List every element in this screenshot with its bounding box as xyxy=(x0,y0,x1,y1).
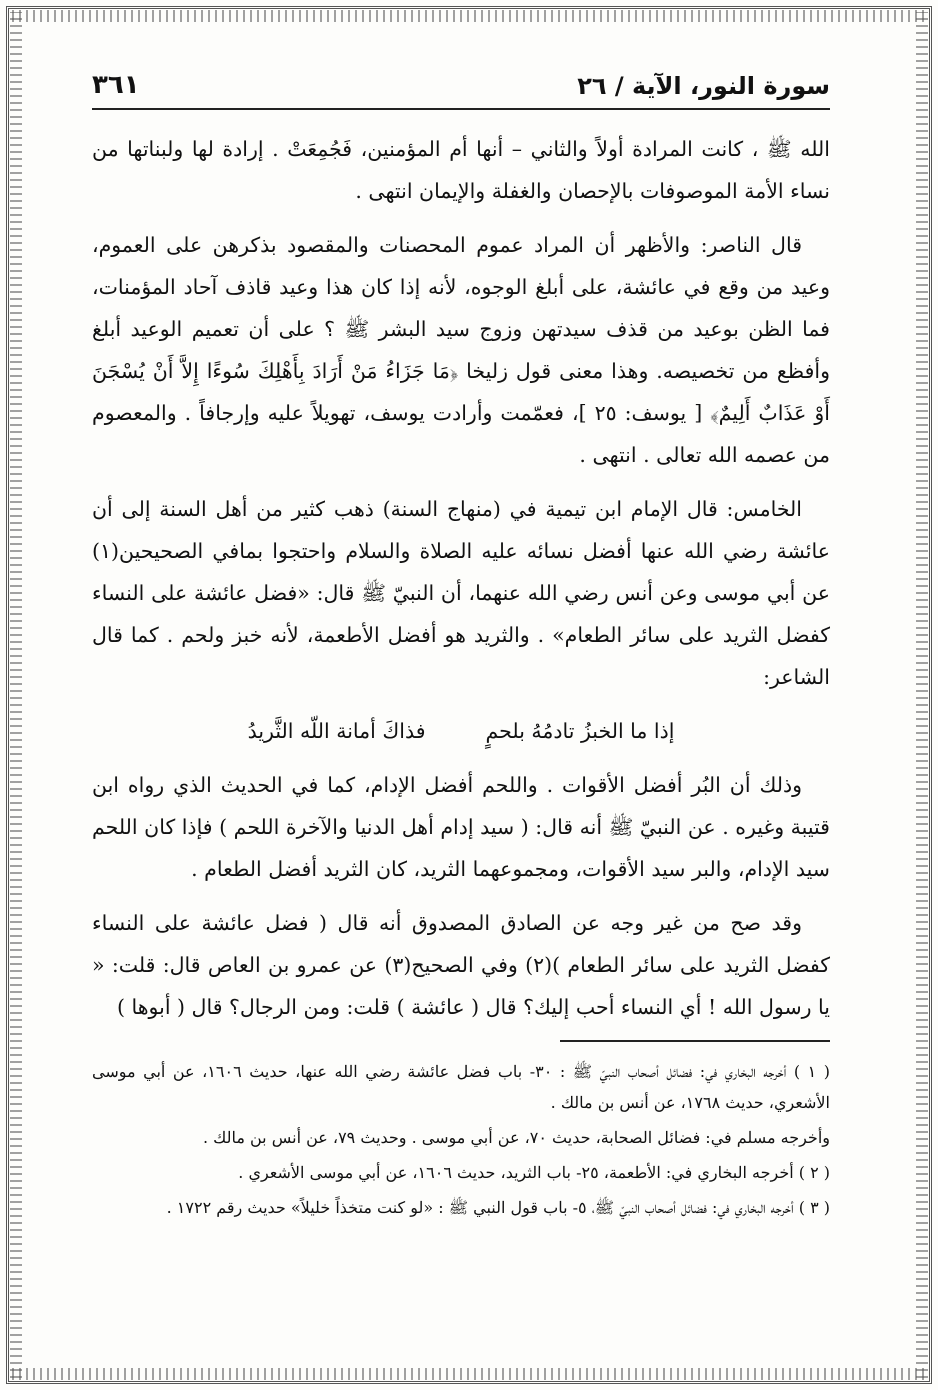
footnote-separator xyxy=(560,1040,830,1042)
verse-first-hemistich: إذا ما الخبزُ تادمُهُ بلحمٍ xyxy=(485,719,675,743)
poem-verse xyxy=(92,710,830,752)
running-title: سورة النور، الآية / ٢٦ xyxy=(577,72,830,100)
border-ornament-top xyxy=(12,10,926,22)
footnote-1-continued: وأخرجه مسلم في: فضائل الصحابة، حديث ٧٠، عن أبي موسى . وحديث ٧٩، عن أنس بن مالك . xyxy=(202,1128,830,1147)
footnote-3: ( ٣ ) أخرجه البخاري في: فضائل أصحاب النبيّ ﷺ، ٥- باب قول النبي ﷺ : «لو كنت متخذاً خليلاً» حديث رقم ١٧٢٢ . xyxy=(166,1198,830,1217)
border-ornament-left xyxy=(10,12,22,1378)
running-header xyxy=(92,70,830,110)
main-text xyxy=(92,128,830,1028)
footnote-1: ( ١ ) أخرجه البخاري في: فضائل أصحاب النبيّ ﷺ : ٣٠- باب فضل عائشة رضي الله عنها، حديث ١٦٠٦، عن أبي موسى الأشعري، حديث ١٧٦٨، عن أنس بن مالك . xyxy=(92,1062,831,1112)
border-ornament-right xyxy=(916,12,928,1378)
paragraph-2: قال الناصر: والأظهر أن المراد عموم المحصنات والمقصود بذكرهن على العموم، وعيد من وقع في عائشة، على أبلغ الوجوه، لأنه إذا كان هذا وعيد قاذف آحاد المؤمنات، فما الظن بوعيد من قذف سيدتهن وزوج سيد البشر ﷺ ؟ على أن تعميم الوعيد أبلغ وأفظع من تخصيصه. وهذا معنى قول زليخا ﴿مَا جَزَاءُ مَنْ أَرَادَ بِأَهْلِكَ سُوءًا إِلاَّ أَنْ يُسْجَنَ أَوْ عَذَابٌ أَلِيمٌ﴾ [ يوسف: ٢٥ ]، فعمّمت وأرادت يوسف، تهويلاً عليه وإرجافاً . والمعصوم من عصمه الله تعالى . انتهى . xyxy=(92,233,830,467)
page-number: ٣٦١ xyxy=(92,70,140,100)
paragraph-5: وقد صح من غير وجه عن الصادق المصدوق أنه قال ( فضل عائشة على النساء كفضل الثريد على سائر الطعام )(٢) وفي الصحيح(٣) عن عمرو بن العاص قال: قلت: « يا رسول الله ! أي النساء أحب إليك؟ قال ( عائشة ) قلت: ومن الرجال؟ قال ( أبوها ) xyxy=(92,911,830,1019)
paragraph-1: الله ﷺ ، كانت المرادة أولاً والثاني – أنها أم المؤمنين، فَجُمِعَتْ . إرادة لها ولبناتها من نساء الأمة الموصوفات بالإحصان والغفلة والإيمان انتهى . xyxy=(92,137,830,203)
footnote-2: ( ٢ ) أخرجه البخاري في: الأطعمة، ٢٥- باب الثريد، حديث ١٦٠٦، عن أبي موسى الأشعري . xyxy=(238,1163,830,1182)
paragraph-3: الخامس: قال الإمام ابن تيمية في (منهاج السنة) ذهب كثير من أهل السنة إلى أن عائشة رضي الله عنها أفضل نسائه عليه الصلاة والسلام واحتجوا بمافي الصحيحين(١) عن أبي موسى وعن أنس رضي الله عنهما، أن النبيّ ﷺ قال: «فضل عائشة على النساء كفضل الثريد على سائر الطعام» . والثريد هو أفضل الأطعمة، لأنه خبز ولحم . كما قال الشاعر: xyxy=(92,497,830,689)
page-content xyxy=(92,70,830,1227)
verse-second-hemistich: فذاكَ أمانة اللّه الثَّريدُ xyxy=(247,719,426,743)
footnotes xyxy=(92,1056,830,1223)
paragraph-4: وذلك أن البُر أفضل الأقوات . واللحم أفضل الإدام، كما في الحديث الذي رواه ابن قتيبة وغيره . عن النبيّ ﷺ أنه قال: ( سيد إدام أهل الدنيا والآخرة اللحم ) فإذا كان اللحم سيد الإدام، والبر سيد الأقوات، ومجموعهما الثريد، كان الثريد أفضل الطعام . xyxy=(92,773,830,881)
border-ornament-bottom xyxy=(12,1368,926,1380)
